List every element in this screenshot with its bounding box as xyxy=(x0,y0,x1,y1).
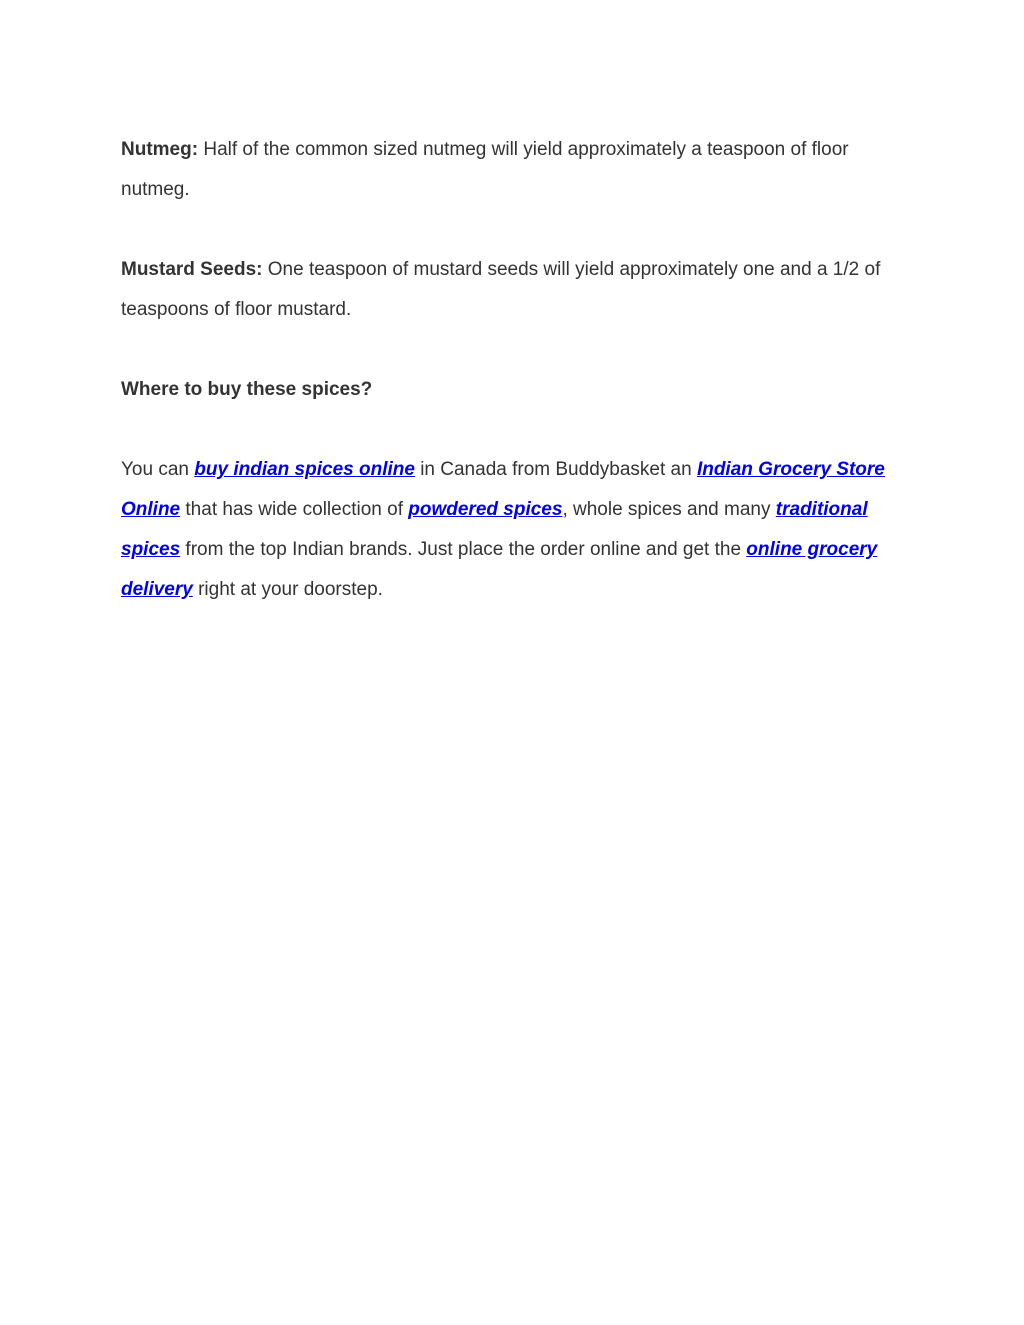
link-powdered-spices[interactable]: powdered spices xyxy=(408,499,563,520)
where-to-buy-heading: Where to buy these spices? xyxy=(121,379,373,400)
link-indian-grocery-store-online[interactable]: Indian Grocery Store Online xyxy=(121,459,885,520)
buy-text-4: , whole spices and many xyxy=(562,499,776,520)
buy-text-2: in Canada from Buddybasket an xyxy=(414,459,697,480)
link-buy-indian-spices-online[interactable]: buy indian spices online xyxy=(194,459,415,480)
buy-text-3: that has wide collection of xyxy=(180,499,409,520)
nutmeg-paragraph xyxy=(121,130,911,210)
buy-text-5: from the top Indian brands. Just place the order online and get the xyxy=(180,539,747,560)
buy-text-6: right at your doorstep. xyxy=(192,579,383,600)
link-online-grocery-delivery[interactable]: online grocery delivery xyxy=(121,539,878,600)
link-traditional-spices[interactable]: traditional spices xyxy=(121,499,868,560)
mustard-label: Mustard Seeds: xyxy=(121,259,263,280)
document-page xyxy=(121,130,911,650)
nutmeg-text: Half of the common sized nutmeg will yield approximately a teaspoon of floor nutmeg. xyxy=(121,139,849,200)
buy-text-1: You can xyxy=(121,459,195,480)
nutmeg-label: Nutmeg: xyxy=(121,139,199,160)
mustard-paragraph xyxy=(121,250,911,330)
mustard-text: One teaspoon of mustard seeds will yield approximately one and a 1/2 of teaspoons of floor mustard. xyxy=(121,259,881,320)
buy-paragraph xyxy=(121,450,911,610)
